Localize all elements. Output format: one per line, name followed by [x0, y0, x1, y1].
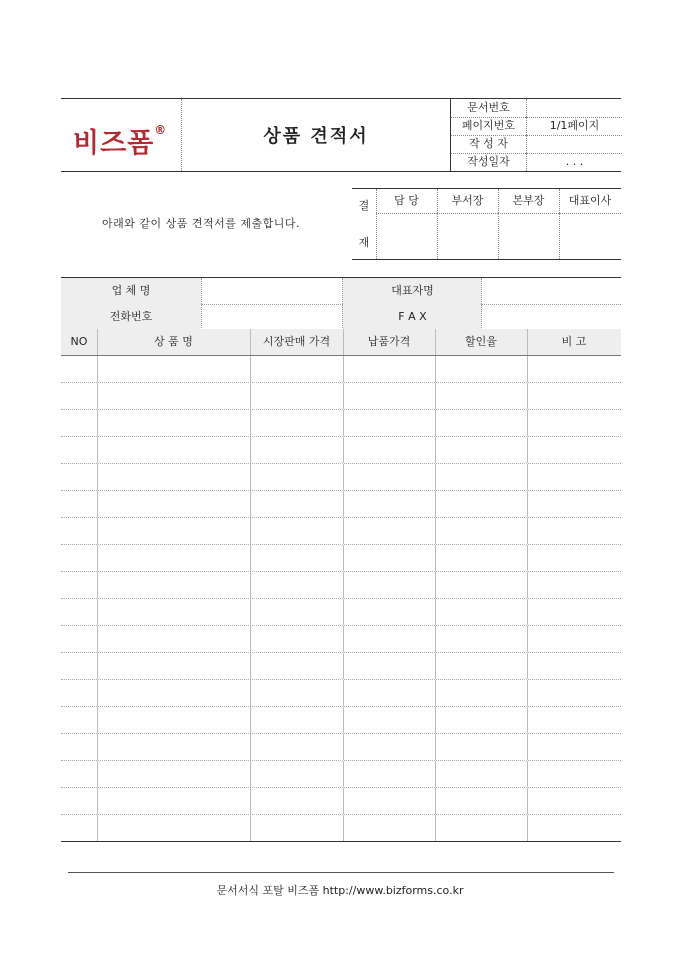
- table-row: [61, 464, 621, 491]
- column-header-remarks: 비 고: [561, 335, 587, 348]
- table-row: [61, 599, 621, 626]
- column-header-product-name: 상 품 명: [97, 329, 251, 355]
- cell-discount-rate[interactable]: [435, 626, 528, 652]
- cell-product-name[interactable]: [97, 734, 251, 760]
- cell-remarks[interactable]: [527, 707, 621, 733]
- cell-product-name[interactable]: [97, 383, 251, 409]
- company-name-field[interactable]: [201, 278, 343, 304]
- cell-product-name[interactable]: [97, 545, 251, 571]
- cell-product-name[interactable]: [97, 518, 251, 544]
- page-number-row: [451, 117, 622, 136]
- cell-remarks[interactable]: [527, 788, 621, 814]
- table-row: [61, 707, 621, 734]
- cell-discount-rate[interactable]: [435, 734, 528, 760]
- table-row: [61, 410, 621, 437]
- column-header-market-price: 시장판매 가격: [250, 329, 344, 355]
- approval-box: [352, 188, 621, 260]
- cell-discount-rate[interactable]: [435, 707, 528, 733]
- cell-remarks[interactable]: [527, 653, 621, 679]
- cell-no[interactable]: [61, 383, 98, 409]
- cell-supply-price[interactable]: [343, 518, 436, 544]
- cell-market-price[interactable]: [250, 518, 344, 544]
- cell-no[interactable]: [61, 815, 98, 841]
- approval-column-staff[interactable]: [376, 189, 438, 259]
- cell-supply-price[interactable]: [343, 707, 436, 733]
- cell-market-price[interactable]: [250, 545, 344, 571]
- approval-head-staff: 담 당: [376, 189, 437, 214]
- cell-remarks[interactable]: [527, 626, 621, 652]
- table-body: [61, 356, 621, 841]
- doc-number-label: 문서번호: [451, 99, 527, 117]
- cell-product-name[interactable]: [97, 437, 251, 463]
- approval-head-ceo: 대표이사: [559, 189, 621, 214]
- cell-no[interactable]: [61, 545, 98, 571]
- cell-supply-price[interactable]: [343, 734, 436, 760]
- cell-product-name[interactable]: [97, 761, 251, 787]
- cell-product-name[interactable]: [97, 680, 251, 706]
- cell-remarks[interactable]: [527, 734, 621, 760]
- cell-discount-rate[interactable]: [435, 572, 528, 598]
- author-value[interactable]: [527, 135, 622, 153]
- table-row: [61, 734, 621, 761]
- cell-no[interactable]: [61, 518, 98, 544]
- cell-discount-rate[interactable]: [435, 383, 528, 409]
- cell-no[interactable]: [61, 464, 98, 490]
- approval-column-division-head[interactable]: [498, 189, 560, 259]
- table-header: [61, 329, 621, 356]
- footer-divider: [68, 872, 614, 873]
- cell-discount-rate[interactable]: [435, 464, 528, 490]
- column-header-no: NO: [61, 329, 98, 355]
- table-row: [61, 788, 621, 815]
- cell-remarks[interactable]: [527, 545, 621, 571]
- cell-market-price[interactable]: [250, 788, 344, 814]
- table-row: [61, 356, 621, 383]
- page-number-value[interactable]: 1/1페이지: [549, 119, 600, 132]
- cell-product-name[interactable]: [97, 626, 251, 652]
- cell-discount-rate[interactable]: [435, 356, 528, 382]
- ceo-name-field[interactable]: [481, 278, 622, 304]
- ceo-name-label: 대표자명: [342, 278, 482, 304]
- cell-no[interactable]: [61, 410, 98, 436]
- approval-side-label: [352, 189, 377, 259]
- cell-product-name[interactable]: [97, 410, 251, 436]
- cell-discount-rate[interactable]: [435, 518, 528, 544]
- table-row: [61, 626, 621, 653]
- approval-column-ceo[interactable]: [559, 189, 621, 259]
- cell-product-name[interactable]: [97, 707, 251, 733]
- bizforms-logo: [73, 121, 167, 160]
- table-row: [61, 680, 621, 707]
- cell-discount-rate[interactable]: [435, 491, 528, 517]
- cell-product-name[interactable]: [97, 815, 251, 841]
- cell-discount-rate[interactable]: [435, 680, 528, 706]
- cell-remarks[interactable]: [527, 572, 621, 598]
- fax-field[interactable]: [481, 304, 622, 330]
- table-row: [61, 815, 621, 841]
- cell-no[interactable]: [61, 599, 98, 625]
- author-label: 작 성 자: [451, 135, 527, 153]
- doc-number-value[interactable]: [527, 99, 622, 117]
- cell-remarks[interactable]: [527, 680, 621, 706]
- table-row: [61, 437, 621, 464]
- table-row: [61, 572, 621, 599]
- cell-market-price[interactable]: [250, 815, 344, 841]
- cell-remarks[interactable]: [527, 491, 621, 517]
- cell-supply-price[interactable]: [343, 788, 436, 814]
- cell-market-price[interactable]: [250, 572, 344, 598]
- cell-product-name[interactable]: [97, 464, 251, 490]
- date-row: [451, 153, 622, 171]
- cell-product-name[interactable]: [97, 653, 251, 679]
- cell-supply-price[interactable]: [343, 464, 436, 490]
- date-label: 작성일자: [451, 153, 527, 171]
- cell-no[interactable]: [61, 653, 98, 679]
- doc-number-row: [451, 99, 622, 118]
- cell-market-price[interactable]: [250, 410, 344, 436]
- approval-side-bottom: 재: [358, 236, 370, 249]
- cell-supply-price[interactable]: [343, 437, 436, 463]
- cell-no[interactable]: [61, 626, 98, 652]
- cell-remarks[interactable]: [527, 410, 621, 436]
- date-value[interactable]: . . .: [565, 155, 584, 168]
- cell-remarks[interactable]: [527, 518, 621, 544]
- cell-no[interactable]: [61, 707, 98, 733]
- cell-supply-price[interactable]: [343, 761, 436, 787]
- cell-no[interactable]: [61, 437, 98, 463]
- cell-market-price[interactable]: [250, 491, 344, 517]
- cell-market-price[interactable]: [250, 761, 344, 787]
- cell-supply-price[interactable]: [343, 653, 436, 679]
- cell-supply-price[interactable]: [343, 410, 436, 436]
- cell-product-name[interactable]: [97, 599, 251, 625]
- cell-remarks[interactable]: [527, 383, 621, 409]
- intro-text: 아래와 같이 상품 견적서를 제출합니다.: [102, 217, 300, 230]
- cell-no[interactable]: [61, 734, 98, 760]
- table-row: [61, 518, 621, 545]
- cell-supply-price[interactable]: [343, 815, 436, 841]
- cell-no[interactable]: [61, 491, 98, 517]
- approval-head-dept-head: 부서장: [437, 189, 498, 214]
- table-row: [61, 383, 621, 410]
- phone-field[interactable]: [201, 304, 343, 330]
- cell-supply-price[interactable]: [343, 572, 436, 598]
- phone-label: 전화번호: [61, 304, 201, 330]
- column-header-supply-price: 납품가격: [343, 329, 436, 355]
- cell-market-price[interactable]: [250, 599, 344, 625]
- cell-product-name[interactable]: [97, 788, 251, 814]
- fax-label: F A X: [342, 304, 482, 330]
- cell-supply-price[interactable]: [343, 545, 436, 571]
- cell-supply-price[interactable]: [343, 599, 436, 625]
- cell-remarks[interactable]: [527, 761, 621, 787]
- company-row-1: [61, 278, 621, 305]
- cell-market-price[interactable]: [250, 626, 344, 652]
- cell-discount-rate[interactable]: [435, 815, 528, 841]
- product-table: [61, 329, 621, 842]
- cell-discount-rate[interactable]: [435, 437, 528, 463]
- registered-mark: ®: [154, 123, 168, 137]
- cell-discount-rate[interactable]: [435, 599, 528, 625]
- table-row: [61, 653, 621, 680]
- table-row: [61, 545, 621, 572]
- cell-no[interactable]: [61, 680, 98, 706]
- logo-cell: [61, 99, 182, 171]
- cell-supply-price[interactable]: [343, 491, 436, 517]
- cell-no[interactable]: [61, 788, 98, 814]
- cell-discount-rate[interactable]: [435, 653, 528, 679]
- cell-supply-price[interactable]: [343, 383, 436, 409]
- table-row: [61, 761, 621, 788]
- cell-product-name[interactable]: [97, 356, 251, 382]
- cell-no[interactable]: [61, 572, 98, 598]
- cell-market-price[interactable]: [250, 707, 344, 733]
- cell-discount-rate[interactable]: [435, 545, 528, 571]
- approval-side-top: 결: [358, 199, 370, 212]
- cell-remarks[interactable]: [527, 815, 621, 841]
- document-header: [61, 98, 621, 172]
- cell-no[interactable]: [61, 761, 98, 787]
- cell-remarks[interactable]: [527, 464, 621, 490]
- approval-head-division-head: 본부장: [498, 189, 559, 214]
- cell-discount-rate[interactable]: [435, 761, 528, 787]
- document-title: 상품 견적서: [263, 126, 369, 147]
- cell-remarks[interactable]: [527, 437, 621, 463]
- cell-market-price[interactable]: [250, 383, 344, 409]
- cell-remarks[interactable]: [527, 599, 621, 625]
- cell-market-price[interactable]: [250, 653, 344, 679]
- cell-supply-price[interactable]: [343, 356, 436, 382]
- cell-market-price[interactable]: [250, 437, 344, 463]
- author-row: [451, 135, 622, 154]
- document-info-table: [450, 99, 622, 171]
- cell-market-price[interactable]: [250, 734, 344, 760]
- company-info: [61, 277, 621, 330]
- footer-text: 문서서식 포탈 비즈폼 http://www.bizforms.co.kr: [216, 884, 464, 897]
- cell-product-name[interactable]: [97, 572, 251, 598]
- approval-column-dept-head[interactable]: [437, 189, 499, 259]
- company-row-2: [61, 304, 621, 330]
- company-name-label: 업 체 명: [61, 278, 201, 304]
- cell-supply-price[interactable]: [343, 680, 436, 706]
- table-row: [61, 491, 621, 518]
- logo-text: 비즈폼: [73, 128, 155, 159]
- cell-supply-price[interactable]: [343, 626, 436, 652]
- cell-market-price[interactable]: [250, 464, 344, 490]
- page-number-label: 페이지번호: [451, 117, 527, 135]
- cell-product-name[interactable]: [97, 491, 251, 517]
- cell-discount-rate[interactable]: [435, 410, 528, 436]
- cell-remarks[interactable]: [527, 356, 621, 382]
- cell-market-price[interactable]: [250, 680, 344, 706]
- cell-no[interactable]: [61, 356, 98, 382]
- cell-discount-rate[interactable]: [435, 788, 528, 814]
- column-header-discount-rate: 할인율: [435, 329, 528, 355]
- cell-market-price[interactable]: [250, 356, 344, 382]
